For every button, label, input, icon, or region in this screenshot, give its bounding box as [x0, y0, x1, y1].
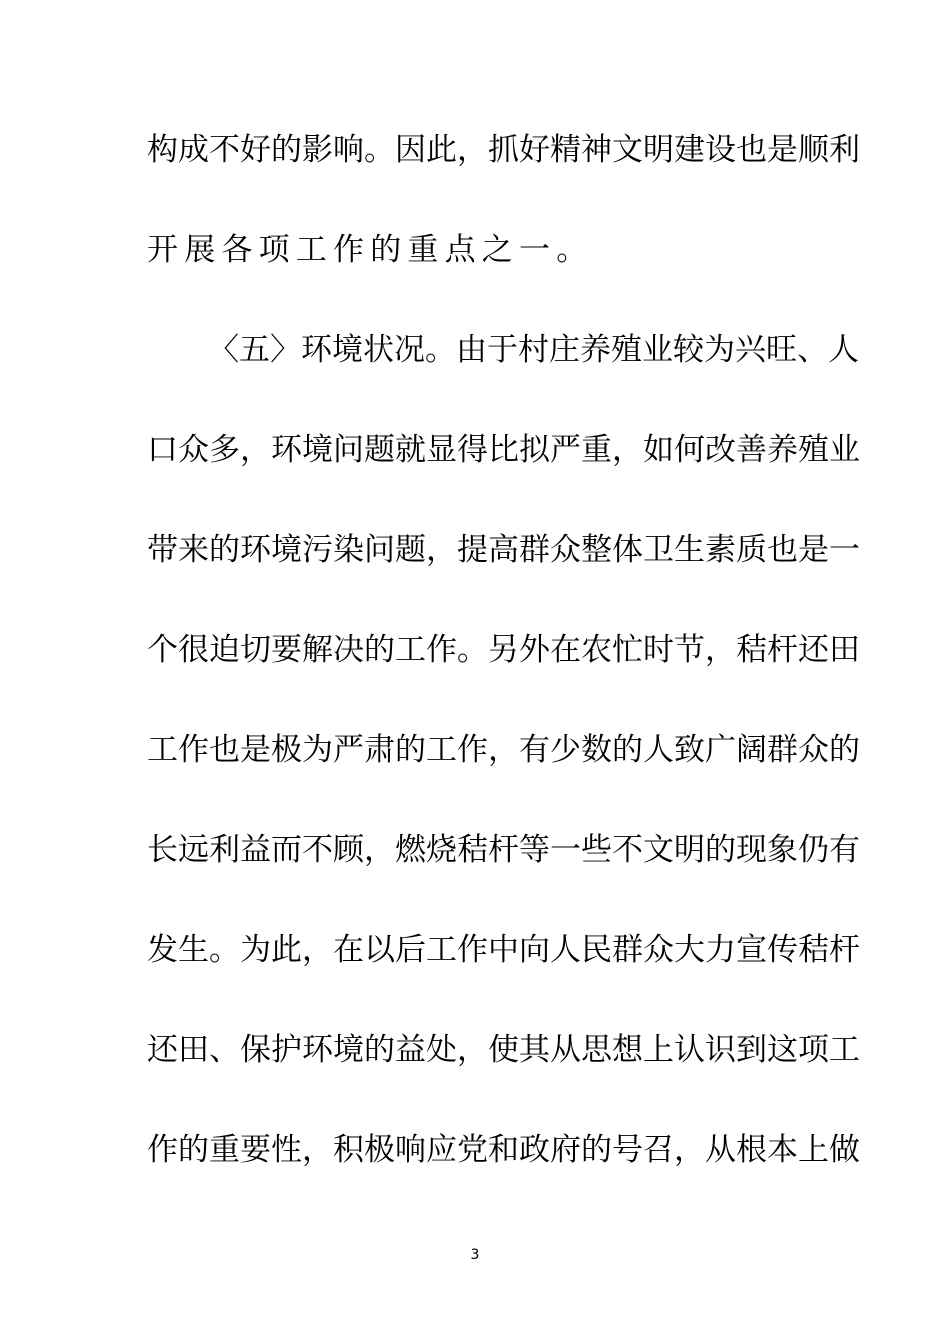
- paragraph-line: 〈五〉环境状况。由于村庄养殖业较为兴旺、人: [208, 332, 859, 368]
- page-number: 3: [470, 1247, 480, 1263]
- paragraph-line: 作的重要性，积极响应党和政府的号召，从根本上做: [147, 1132, 860, 1168]
- paragraph-line: 还田、保护环境的益处，使其从思想上认识到这项工: [147, 1032, 860, 1068]
- paragraph-line: 个很迫切要解决的工作。另外在农忙时节，秸杆还田: [147, 632, 860, 668]
- paragraph-line: 构成不好的影响。因此，抓好精神文明建设也是顺利: [147, 132, 860, 168]
- paragraph-line: 长远利益而不顾，燃烧秸杆等一些不文明的现象仍有: [147, 832, 860, 868]
- paragraph-line: 工作也是极为严肃的工作，有少数的人致广阔群众的: [147, 732, 860, 768]
- paragraph-line: 口众多，环境问题就显得比拟严重，如何改善养殖业: [147, 432, 860, 468]
- paragraph-line: 开展各项工作的重点之一。: [147, 232, 594, 268]
- paragraph-line: 带来的环境污染问题，提高群众整体卫生素质也是一: [147, 532, 860, 568]
- paragraph-line: 发生。为此，在以后工作中向人民群众大力宣传秸杆: [147, 932, 860, 968]
